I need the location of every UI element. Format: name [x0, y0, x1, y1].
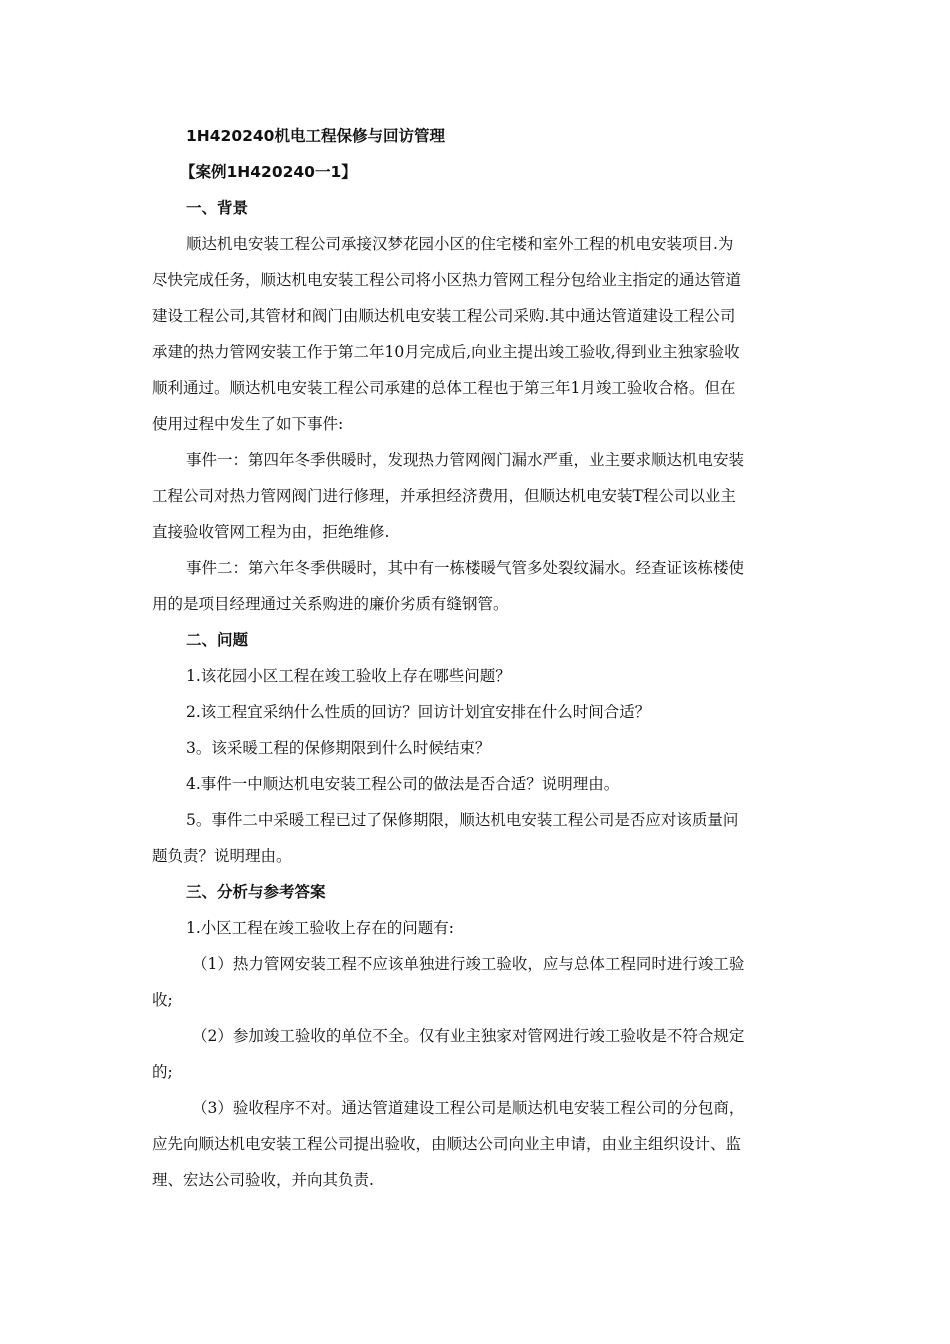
text-line: 收; — [152, 991, 173, 1009]
text-line: 直接验收管网工程为由，拒绝维修. — [152, 523, 390, 541]
text-line: （1）热力管网安装工程不应该单独进行竣工验收，应与总体工程同时进行竣工验 — [192, 955, 745, 973]
background-paragraph — [152, 226, 792, 442]
question-2: 2.该工程宜采纳什么性质的回访？回访计划宜安排在什么时间合适？ — [186, 703, 651, 721]
text-line: 建设工程公司,其管材和阀门由顺达机电安装工程公司采购.其中通达管道建设工程公司 — [152, 307, 736, 325]
section-answers-heading: 三、分析与参考答案 — [186, 883, 326, 901]
text-line: 尽快完成任务，顺达机电安装工程公司将小区热力管网工程分包给业主指定的通达管道 — [152, 271, 742, 289]
question-3: 3。该采暖工程的保修期限到什么时候结束？ — [186, 739, 491, 757]
text-line: 事件二：第六年冬季供暖时，其中有一栋楼暖气管多处裂纹漏水。经查证该栋楼使 — [186, 559, 745, 577]
text-line: 事件一：第四年冬季供暖时，发现热力管网阀门漏水严重，业主要求顺达机电安装 — [186, 451, 745, 469]
event-two-paragraph — [152, 550, 792, 622]
text-line: （3）验收程序不对。通达管道建设工程公司是顺达机电安装工程公司的分包商， — [192, 1099, 745, 1117]
answer-1-point-3 — [152, 1090, 792, 1198]
section-questions-heading: 二、问题 — [186, 631, 249, 649]
answer-1-point-2 — [152, 1018, 792, 1090]
text-line: 的; — [152, 1063, 173, 1081]
question-4: 4.事件一中顺达机电安装工程公司的做法是否合适？说明理由。 — [186, 775, 620, 793]
text-line: 顺利通过。顺达机电安装工程公司承建的总体工程也于第三年1月竣工验收合格。但在 — [152, 379, 736, 397]
event-one-paragraph — [152, 442, 792, 550]
text-line: 承建的热力管网安装工作于第二年10月完成后,向业主提出竣工验收,得到业主独家验收 — [152, 343, 740, 361]
text-line: 顺达机电安装工程公司承接汉梦花园小区的住宅楼和室外工程的机电安装项目.为 — [186, 235, 734, 253]
case-heading: 【案例1H420240一1】 — [180, 163, 357, 181]
document-page — [152, 118, 792, 1198]
answer-1-intro: 1.小区工程在竣工验收上存在的问题有: — [186, 919, 455, 937]
question-5 — [152, 802, 792, 874]
question-1: 1.该花园小区工程在竣工验收上存在哪些问题？ — [186, 667, 511, 685]
text-line: 使用过程中发生了如下事件: — [152, 415, 344, 433]
text-line: 用的是项目经理通过关系购进的廉价劣质有缝钢管。 — [152, 595, 509, 613]
text-line: 理、宏达公司验收，并向其负责. — [152, 1171, 374, 1189]
section-background-heading: 一、背景 — [186, 199, 249, 217]
text-line: 5。事件二中采暖工程已过了保修期限，顺达机电安装工程公司是否应对该质量问 — [186, 811, 739, 829]
text-line: 题负责？说明理由。 — [152, 847, 292, 865]
text-line: 工程公司对热力管网阀门进行修理，并承担经济费用，但顺达机电安装T程公司以业主 — [152, 487, 736, 505]
text-line: （2）参加竣工验收的单位不全。仅有业主独家对管网进行竣工验收是不符合规定 — [192, 1027, 745, 1045]
document-title: 1H420240机电工程保修与回访管理 — [186, 127, 445, 145]
answer-1-point-1 — [152, 946, 792, 1018]
text-line: 应先向顺达机电安装工程公司提出验收，由顺达公司向业主申请，由业主组织设计、监 — [152, 1135, 742, 1153]
